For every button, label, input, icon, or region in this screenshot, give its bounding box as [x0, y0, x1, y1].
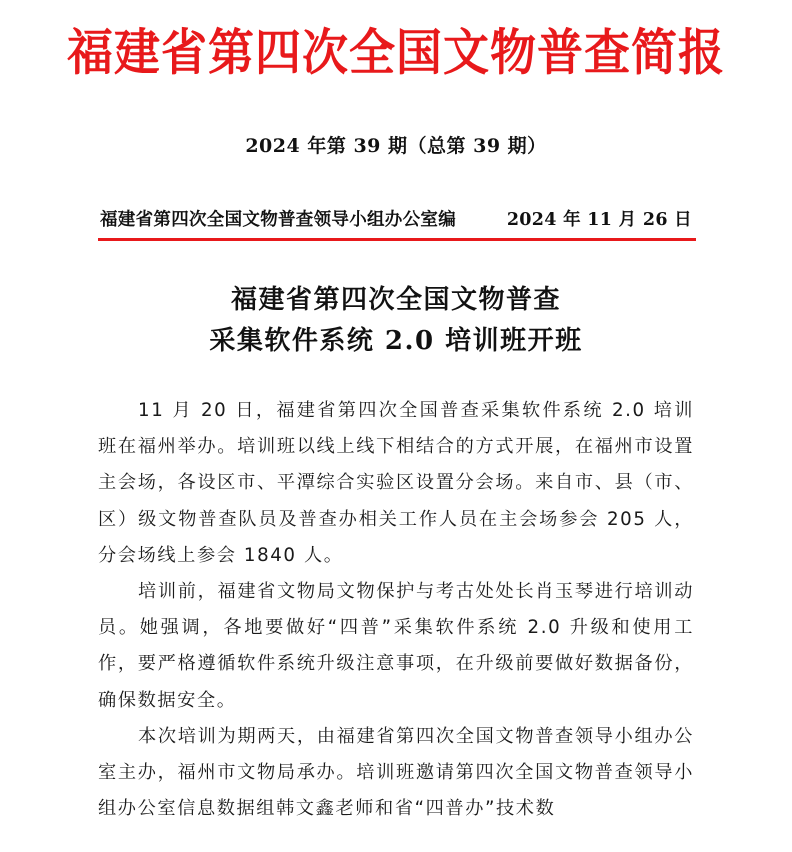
article-title-line-1: 福建省第四次全国文物普查 [230, 285, 561, 315]
editor-line [100, 207, 692, 233]
masthead-title: 福建省第四次全国文物普查简报 [67, 22, 725, 82]
article-title-line-2: 采集软件系统 2.0 培训班开班 [209, 326, 583, 356]
paragraph-1: 11 月 20 日，福建省第四次全国普查采集软件系统 2.0 培训班在福州举办。培训班以线上线下相结合的方式开展，在福州市设置主会场，各设区市、平潭综合实验区设置分会场。来自市、县（市、区）级文物普查队员及普查办相关工作人员在主会场参会 205 人，分会场线上参会 1840 人。 [98, 400, 694, 566]
article-body [98, 393, 694, 827]
paragraph-3: 本次培训为期两天，由福建省第四次全国文物普查领导小组办公室主办，福州市文物局承办。培训班邀请第四次全国文物普查领导小组办公室信息数据组韩文鑫老师和省“四普办”技术数 [98, 725, 694, 820]
paragraph-2: 培训前，福建省文物局文物保护与考古处处长肖玉琴进行培训动员。她强调，各地要做好“四普”采集软件系统 2.0 升级和使用工作，要严格遵循软件系统升级注意事项，在升级前要做好数据备份，确保数据安全。 [98, 581, 694, 711]
red-divider [98, 238, 696, 241]
article-title [0, 280, 792, 362]
issue-number: 2024 年第 39 期（总第 39 期） [245, 135, 547, 157]
editor-org: 福建省第四次全国文物普查领导小组办公室编 [100, 210, 456, 230]
publish-date: 2024 年 11 月 26 日 [506, 210, 692, 230]
